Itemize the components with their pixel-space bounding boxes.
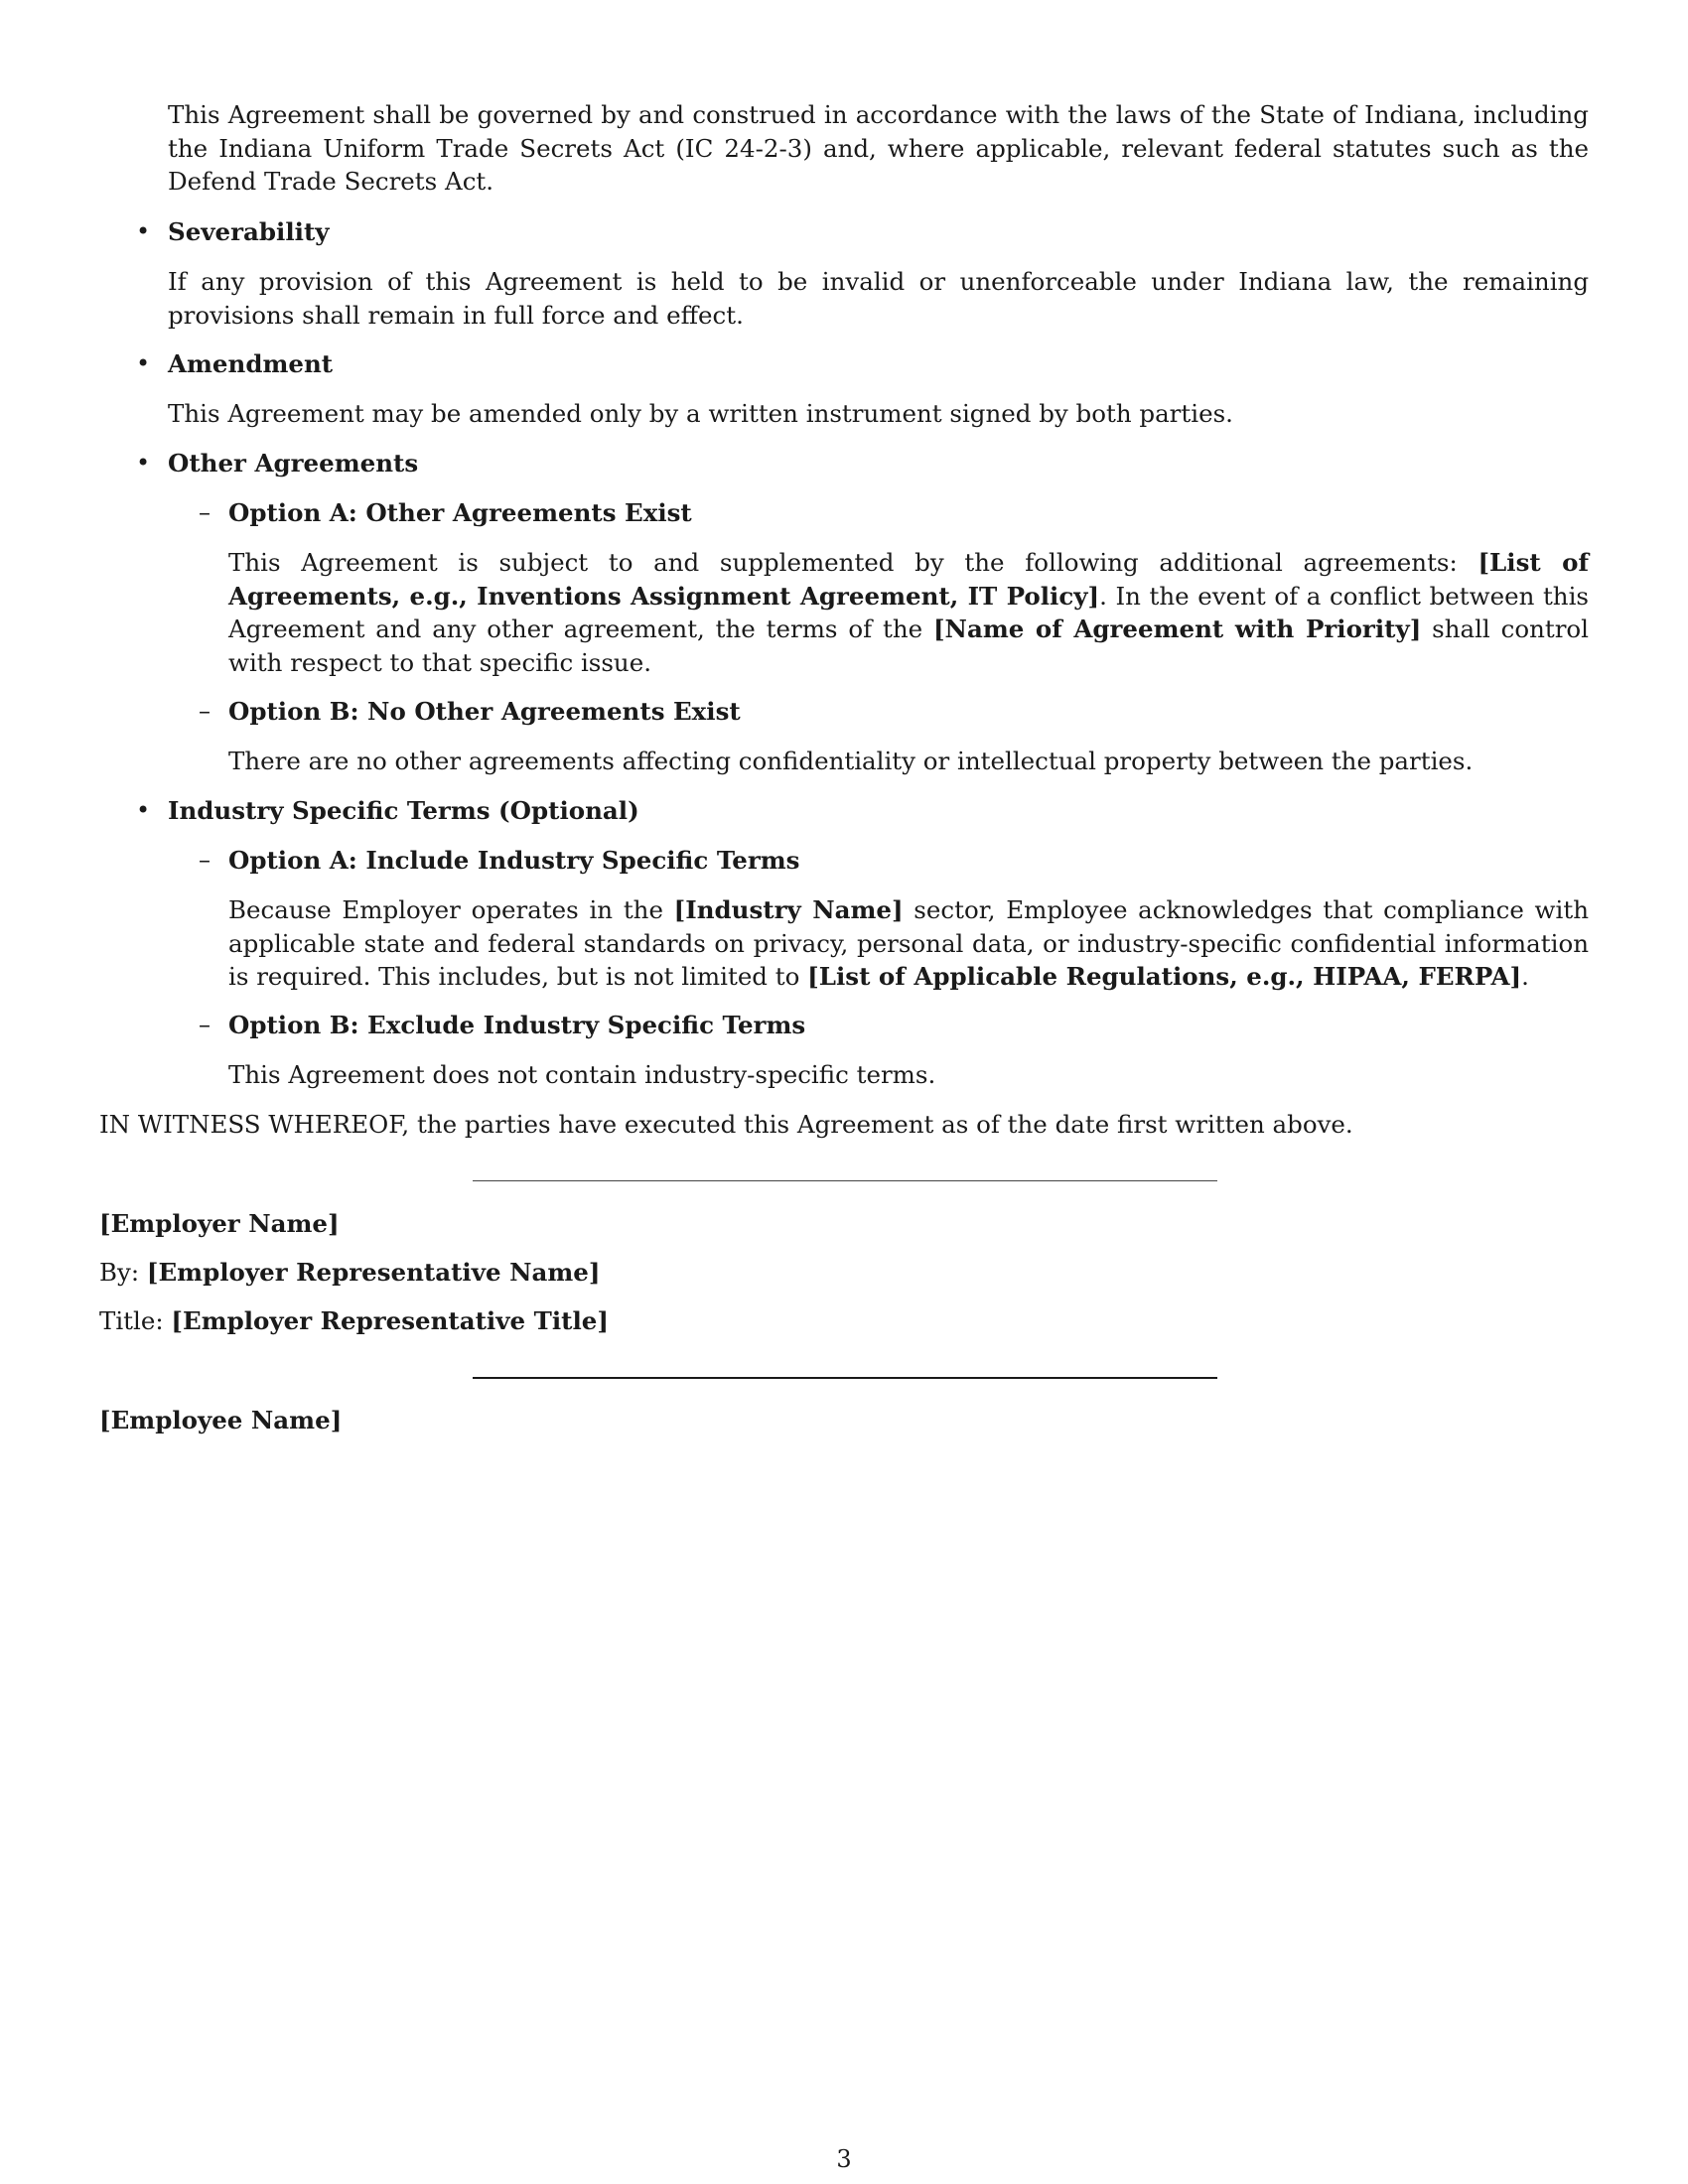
placeholder: [Name of Agreement with Priority] [932,614,1422,643]
amendment-heading: Amendment [168,349,334,378]
industry-terms-option-a-text: Because Employer operates in the [Industry Name] sector, Employee acknowledges that compliance with applicable state and federal standards on privacy, personal data, or industry-specific confidential information is required. This includes, but is not limited to [List of Applicable Regulations, e.g., HIPAA, FERPA]. [228,895,1589,991]
amendment-text: This Agreement may be amended only by a written instrument signed by both parties. [168,399,1233,428]
industry-terms-heading: Industry Specific Terms (Optional) [168,796,639,825]
other-agreements-heading: Other Agreements [168,449,419,478]
placeholder: [Industry Name] [673,895,904,924]
bullet: • [136,449,151,477]
dash: – [199,1011,211,1038]
employer-representative-line: By: [Employer Representative Name] [99,1258,601,1287]
severability-heading: Severability [168,217,330,246]
other-agreements-option-b-text: There are no other agreements affecting confidentiality or intellectual property between the parties. [228,747,1474,775]
witness-text: IN WITNESS WHEREOF, the parties have executed this Agreement as of the date first written above. [99,1110,1353,1139]
employer-name: [Employer Name] [99,1209,340,1238]
employee-signature-line [473,1377,1217,1379]
employer-title-line: Title: [Employer Representative Title] [99,1306,609,1335]
industry-terms-option-b-heading: Option B: Exclude Industry Specific Terms [228,1011,806,1039]
other-agreements-option-a-heading: Option A: Other Agreements Exist [228,498,692,527]
other-agreements-option-a-text: This Agreement is subject to and supplemented by the following additional agreements: [List of Agreements, e.g., Inventions Assignment Agreement, IT Policy]. In the event of a conflict between this Agreement and any other agreement, the terms of the [Name of Agreement with Priority] shall control with respect to that specific issue. [228,548,1590,677]
page-number: 3 [836,2145,852,2173]
other-agreements-option-b-heading: Option B: No Other Agreements Exist [228,697,741,726]
employee-name: [Employee Name] [99,1406,343,1434]
placeholder: [List of Agreements, e.g., Inventions Assignment Agreement, IT Policy] [228,548,1589,611]
dash: – [199,498,211,526]
governing-law-text: This Agreement shall be governed by and construed in accordance with the laws of the State of Indiana, including the Indiana Uniform Trade Secrets Act (IC 24-2-3) and, where applicable, relevant federal statutes such as the Defend Trade Secrets Act. [168,100,1589,196]
dash: – [199,697,211,725]
placeholder: [List of Applicable Regulations, e.g., HIPAA, FERPA] [807,962,1522,991]
employer-signature-line [473,1180,1217,1181]
bullet: • [136,349,151,377]
bullet: • [136,796,151,824]
severability-text: If any provision of this Agreement is held to be invalid or unenforceable under Indiana law, the remaining provisions shall remain in full force and effect. [168,267,1589,330]
dash: – [199,846,211,874]
industry-terms-option-a-heading: Option A: Include Industry Specific Terms [228,846,800,875]
industry-terms-option-b-text: This Agreement does not contain industry-specific terms. [228,1060,936,1089]
bullet: • [136,217,151,245]
